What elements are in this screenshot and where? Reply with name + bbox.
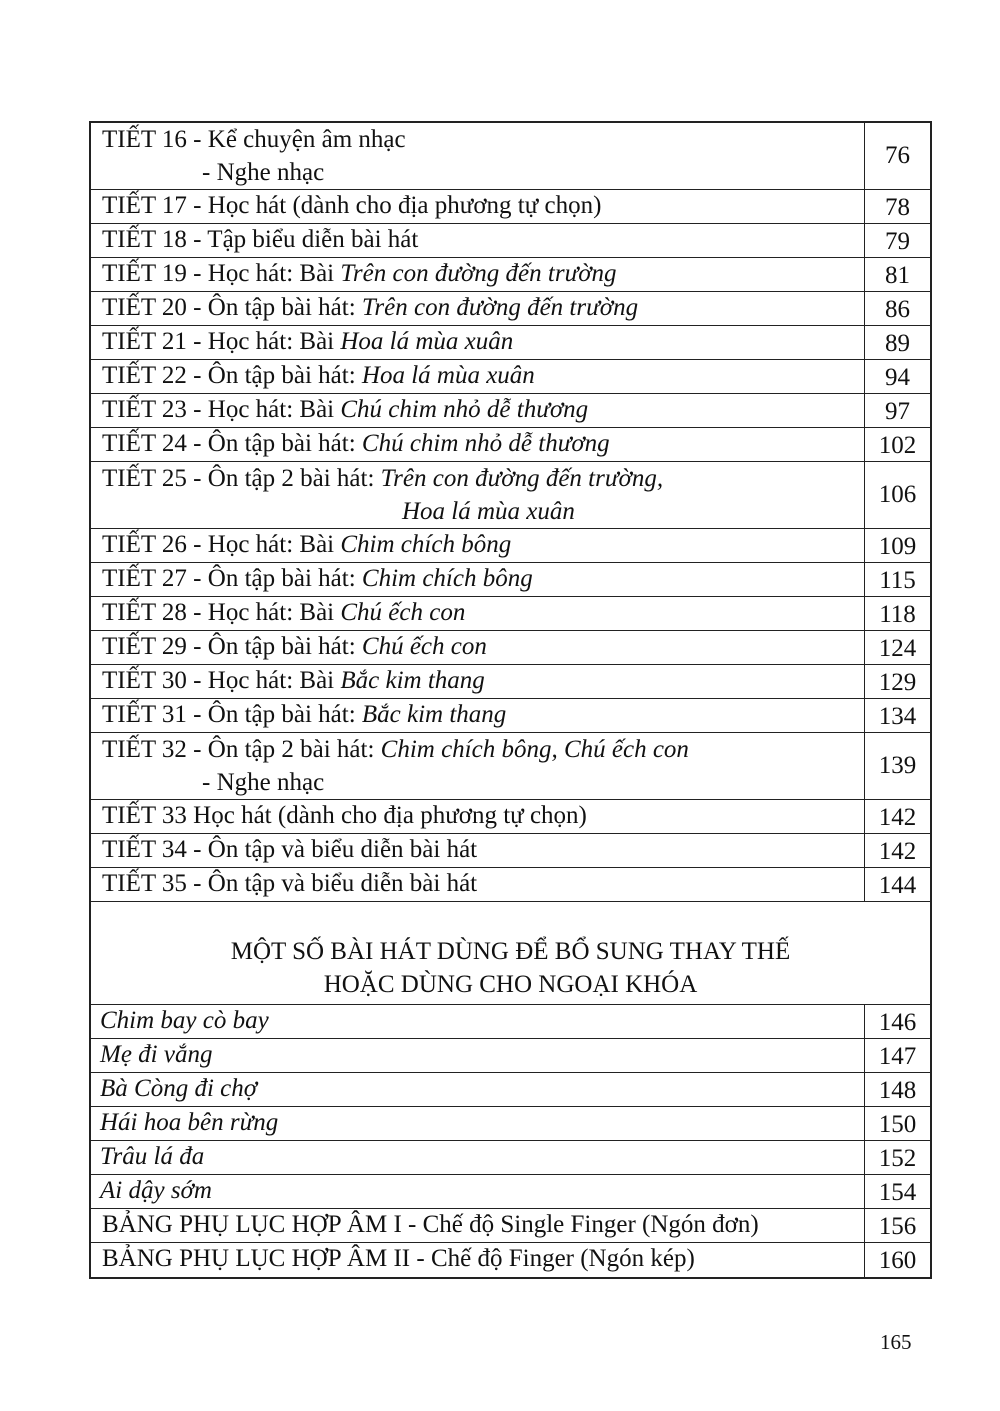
entry-prefix: TIẾT 21 - Học hát: Bài	[102, 328, 341, 355]
toc-page-number: 124	[878, 634, 917, 662]
toc-row	[91, 1209, 930, 1243]
toc-page-number: 86	[885, 295, 910, 323]
section-heading-line-2: HOẶC DÙNG CHO NGOẠI KHÓA	[323, 971, 698, 998]
toc-page-number: 154	[878, 1178, 917, 1206]
toc-row	[91, 529, 930, 563]
toc-row	[91, 733, 930, 800]
section-heading	[91, 902, 930, 1005]
toc-page-number: 76	[885, 142, 910, 169]
toc-row	[91, 665, 930, 699]
toc-row	[91, 1141, 930, 1175]
entry-prefix: TIẾT 23 - Học hát: Bài	[102, 396, 341, 423]
toc-entry-title	[91, 428, 865, 461]
song-title-italic: Chim chích bông, Chú ếch con	[380, 736, 689, 763]
toc-page-number: 139	[878, 752, 917, 779]
song-title-italic: Trên con đường đến trường	[340, 260, 617, 287]
toc-page-number: 134	[878, 702, 917, 730]
entry-line-1	[102, 462, 864, 495]
toc-page-number: 94	[885, 363, 910, 391]
song-title-italic: Chú chim nhỏ dễ thương	[340, 396, 589, 423]
song-title-italic: Chú chim nhỏ dễ thương	[361, 430, 610, 457]
toc-row	[91, 428, 930, 462]
entry-prefix: TIẾT 35 - Ôn tập và biểu diễn bài hát	[102, 870, 478, 897]
entry-prefix: TIẾT 24 - Ôn tập bài hát:	[102, 430, 362, 457]
toc-entry-title	[91, 224, 865, 257]
toc-row	[91, 1107, 930, 1141]
toc-entry-title	[91, 597, 865, 630]
song-title-italic: Trên con đường đến trường	[361, 294, 639, 321]
toc-page-number: 106	[878, 481, 917, 508]
toc-row	[91, 1243, 930, 1277]
song-title-italic: Chú ếch con	[340, 599, 466, 626]
toc-entry-title	[91, 868, 865, 901]
toc-row	[91, 834, 930, 868]
toc-page-number: 156	[878, 1212, 917, 1240]
entry-prefix: TIẾT 27 - Ôn tập bài hát:	[102, 565, 362, 592]
toc-entry-title	[91, 733, 865, 799]
toc-entry-title	[91, 800, 865, 833]
table-of-contents	[89, 121, 932, 1279]
song-title: Hái hoa bên rừng	[91, 1107, 865, 1140]
entry-prefix: TIẾT 34 - Ôn tập và biểu diễn bài hát	[102, 836, 478, 863]
song-title-italic: Chim chích bông	[361, 565, 533, 592]
page-number: 165	[880, 1330, 912, 1354]
song-title-italic: Chú ếch con	[361, 633, 487, 660]
toc-entry-title	[91, 360, 865, 393]
toc-entry-title	[91, 190, 865, 223]
entry-prefix: TIẾT 17 - Học hát (dành cho địa phương tự chọn)	[102, 192, 602, 219]
entry-line-2: - Nghe nhạc	[202, 159, 325, 186]
toc-row	[91, 1175, 930, 1209]
toc-entry-title	[91, 563, 865, 596]
toc-page-number: 147	[878, 1042, 917, 1070]
toc-row	[91, 394, 930, 428]
song-title-italic: Trên con đường đến trường,	[380, 465, 664, 492]
toc-page-number: 118	[879, 600, 916, 628]
toc-row	[91, 631, 930, 665]
toc-page-number: 115	[879, 566, 916, 594]
entry-prefix: TIẾT 31 - Ôn tập bài hát:	[102, 701, 362, 728]
toc-row	[91, 563, 930, 597]
entry-line-1: TIẾT 16 - Kể chuyện âm nhạc	[102, 126, 406, 153]
toc-row	[91, 699, 930, 733]
entry-prefix: TIẾT 20 - Ôn tập bài hát:	[102, 294, 362, 321]
entry-prefix: TIẾT 28 - Học hát: Bài	[102, 599, 341, 626]
entry-prefix: TIẾT 29 - Ôn tập bài hát:	[102, 633, 362, 660]
toc-page-number: 148	[878, 1076, 917, 1104]
toc-entry-title	[91, 292, 865, 325]
toc-row	[91, 360, 930, 394]
toc-entry-title	[91, 123, 865, 189]
song-title: Bà Còng đi chợ	[91, 1073, 865, 1106]
song-title-italic: Hoa lá mùa xuân	[340, 328, 514, 355]
toc-page-number: 160	[878, 1247, 917, 1274]
entry-prefix: TIẾT 32 - Ôn tập 2 bài hát:	[102, 736, 381, 763]
toc-entry-title	[91, 326, 865, 359]
entry-line-1	[102, 733, 864, 766]
entry-prefix: TIẾT 26 - Học hát: Bài	[102, 531, 341, 558]
entry-prefix: TIẾT 30 - Học hát: Bài	[102, 667, 341, 694]
toc-row	[91, 224, 930, 258]
toc-page-number: 144	[878, 871, 917, 899]
toc-page-number: 89	[885, 329, 910, 357]
toc-row	[91, 258, 930, 292]
song-title: Ai dậy sớm	[91, 1175, 865, 1208]
toc-row	[91, 292, 930, 326]
toc-page-number: 97	[885, 397, 910, 425]
entry-prefix: TIẾT 18 - Tập biểu diễn bài hát	[102, 226, 419, 253]
toc-entry-title	[91, 699, 865, 732]
toc-entry-title	[91, 529, 865, 562]
toc-page-number: 150	[878, 1110, 917, 1138]
entry-prefix: TIẾT 25 - Ôn tập 2 bài hát:	[102, 465, 381, 492]
toc-page-number: 109	[878, 532, 917, 560]
entry-line-2: - Nghe nhạc	[202, 769, 325, 796]
toc-page-number: 142	[878, 837, 917, 865]
entry-prefix: TIẾT 19 - Học hát: Bài	[102, 260, 341, 287]
song-title-italic: Bắc kim thang	[361, 701, 507, 728]
song-title: Chim bay cò bay	[91, 1005, 865, 1038]
toc-row	[91, 800, 930, 834]
toc-page-number: 79	[885, 227, 910, 255]
toc-entry-title	[91, 631, 865, 664]
toc-row	[91, 190, 930, 224]
toc-row	[91, 462, 930, 529]
song-title: Mẹ đi vắng	[91, 1039, 865, 1072]
toc-page-number: 102	[878, 431, 917, 459]
toc-page-number: 78	[885, 193, 910, 221]
toc-entry-title	[91, 258, 865, 291]
toc-page-number: 146	[878, 1008, 917, 1036]
toc-row	[91, 868, 930, 902]
toc-row	[91, 1073, 930, 1107]
song-title-italic: Hoa lá mùa xuân	[361, 362, 535, 389]
toc-entry-title	[91, 834, 865, 867]
toc-row	[91, 123, 930, 190]
entry-line-2: Hoa lá mùa xuân	[402, 498, 575, 525]
toc-row	[91, 1005, 930, 1039]
song-title-italic: Chim chích bông	[340, 531, 512, 558]
toc-entry-title	[91, 394, 865, 427]
song-title: Trâu lá đa	[91, 1141, 865, 1174]
entry-prefix: TIẾT 33 Học hát (dành cho địa phương tự chọn)	[102, 802, 587, 829]
toc-entry-title	[91, 462, 865, 528]
song-title-italic: Bắc kim thang	[340, 667, 485, 694]
toc-row	[91, 597, 930, 631]
appendix-title: BẢNG PHỤ LỤC HỢP ÂM I - Chế độ Single Finger (Ngón đơn)	[91, 1209, 865, 1242]
toc-page-number: 129	[878, 668, 917, 696]
toc-page-number: 152	[878, 1144, 917, 1172]
appendix-title: BẢNG PHỤ LỤC HỢP ÂM II - Chế độ Finger (Ngón kép)	[91, 1243, 865, 1277]
toc-page-number: 81	[885, 261, 910, 289]
toc-row	[91, 1039, 930, 1073]
toc-page-number: 142	[878, 803, 917, 831]
toc-entry-title	[91, 665, 865, 698]
section-heading-line-1: MỘT SỐ BÀI HÁT DÙNG ĐỂ BỔ SUNG THAY THẾ	[230, 938, 791, 965]
entry-prefix: TIẾT 22 - Ôn tập bài hát:	[102, 362, 362, 389]
toc-row	[91, 326, 930, 360]
